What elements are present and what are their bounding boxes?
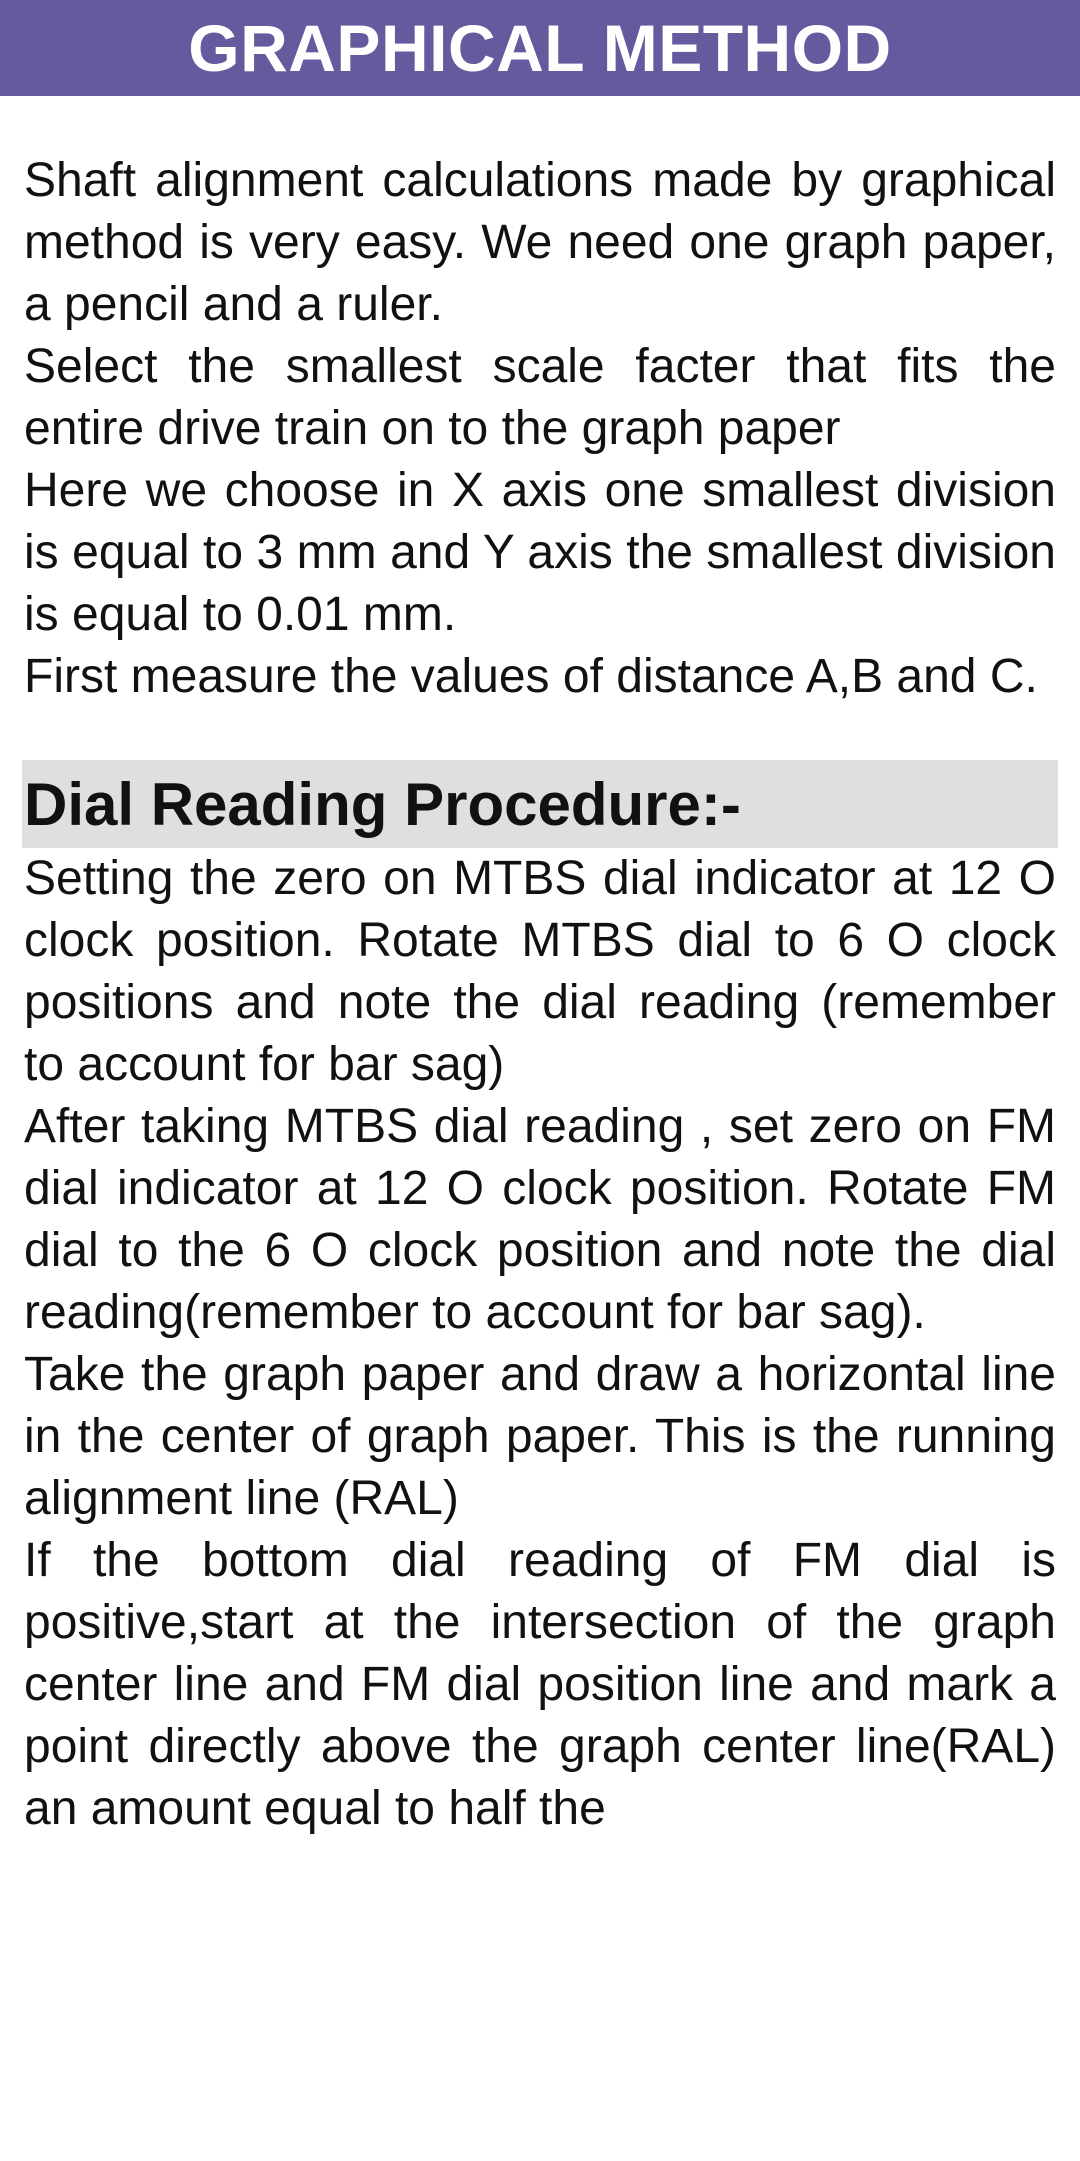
procedure-paragraph: After taking MTBS dial reading , set zero on FM dial indicator at 12 O clock position. Rotate FM dial to the 6 O clock position and note the dial reading(remember to account for bar sag). bbox=[24, 1100, 1056, 1339]
section-heading bbox=[22, 760, 1058, 848]
page-header bbox=[0, 0, 1080, 96]
intro-paragraph: Here we choose in X axis one smallest division is equal to 3 mm and Y axis the smallest division is equal to 0.01 mm. bbox=[24, 464, 1056, 641]
intro-paragraph: Shaft alignment calculations made by graphical method is very easy. We need one graph paper, a pencil and a ruler. bbox=[24, 154, 1056, 331]
article-content bbox=[0, 96, 1080, 1840]
intro-paragraph: First measure the values of distance A,B and C. bbox=[24, 650, 1038, 703]
procedure-paragraph: Take the graph paper and draw a horizontal line in the center of graph paper. This is the running alignment line (RAL) bbox=[24, 1348, 1056, 1525]
intro-paragraph: Select the smallest scale facter that fits the entire drive train on to the graph paper bbox=[24, 340, 1056, 455]
section-heading-text: Dial Reading Procedure:- bbox=[24, 770, 741, 838]
procedure-paragraph: If the bottom dial reading of FM dial is positive,start at the intersection of the graph center line and FM dial position line and mark a point directly above the graph center line(RAL) an amount equal to half the bbox=[24, 1534, 1056, 1835]
procedure-paragraph: Setting the zero on MTBS dial indicator at 12 O clock position. Rotate MTBS dial to 6 O clock positions and note the dial reading (remember to account for bar sag) bbox=[24, 852, 1056, 1091]
page-title: GRAPHICAL METHOD bbox=[188, 11, 892, 85]
